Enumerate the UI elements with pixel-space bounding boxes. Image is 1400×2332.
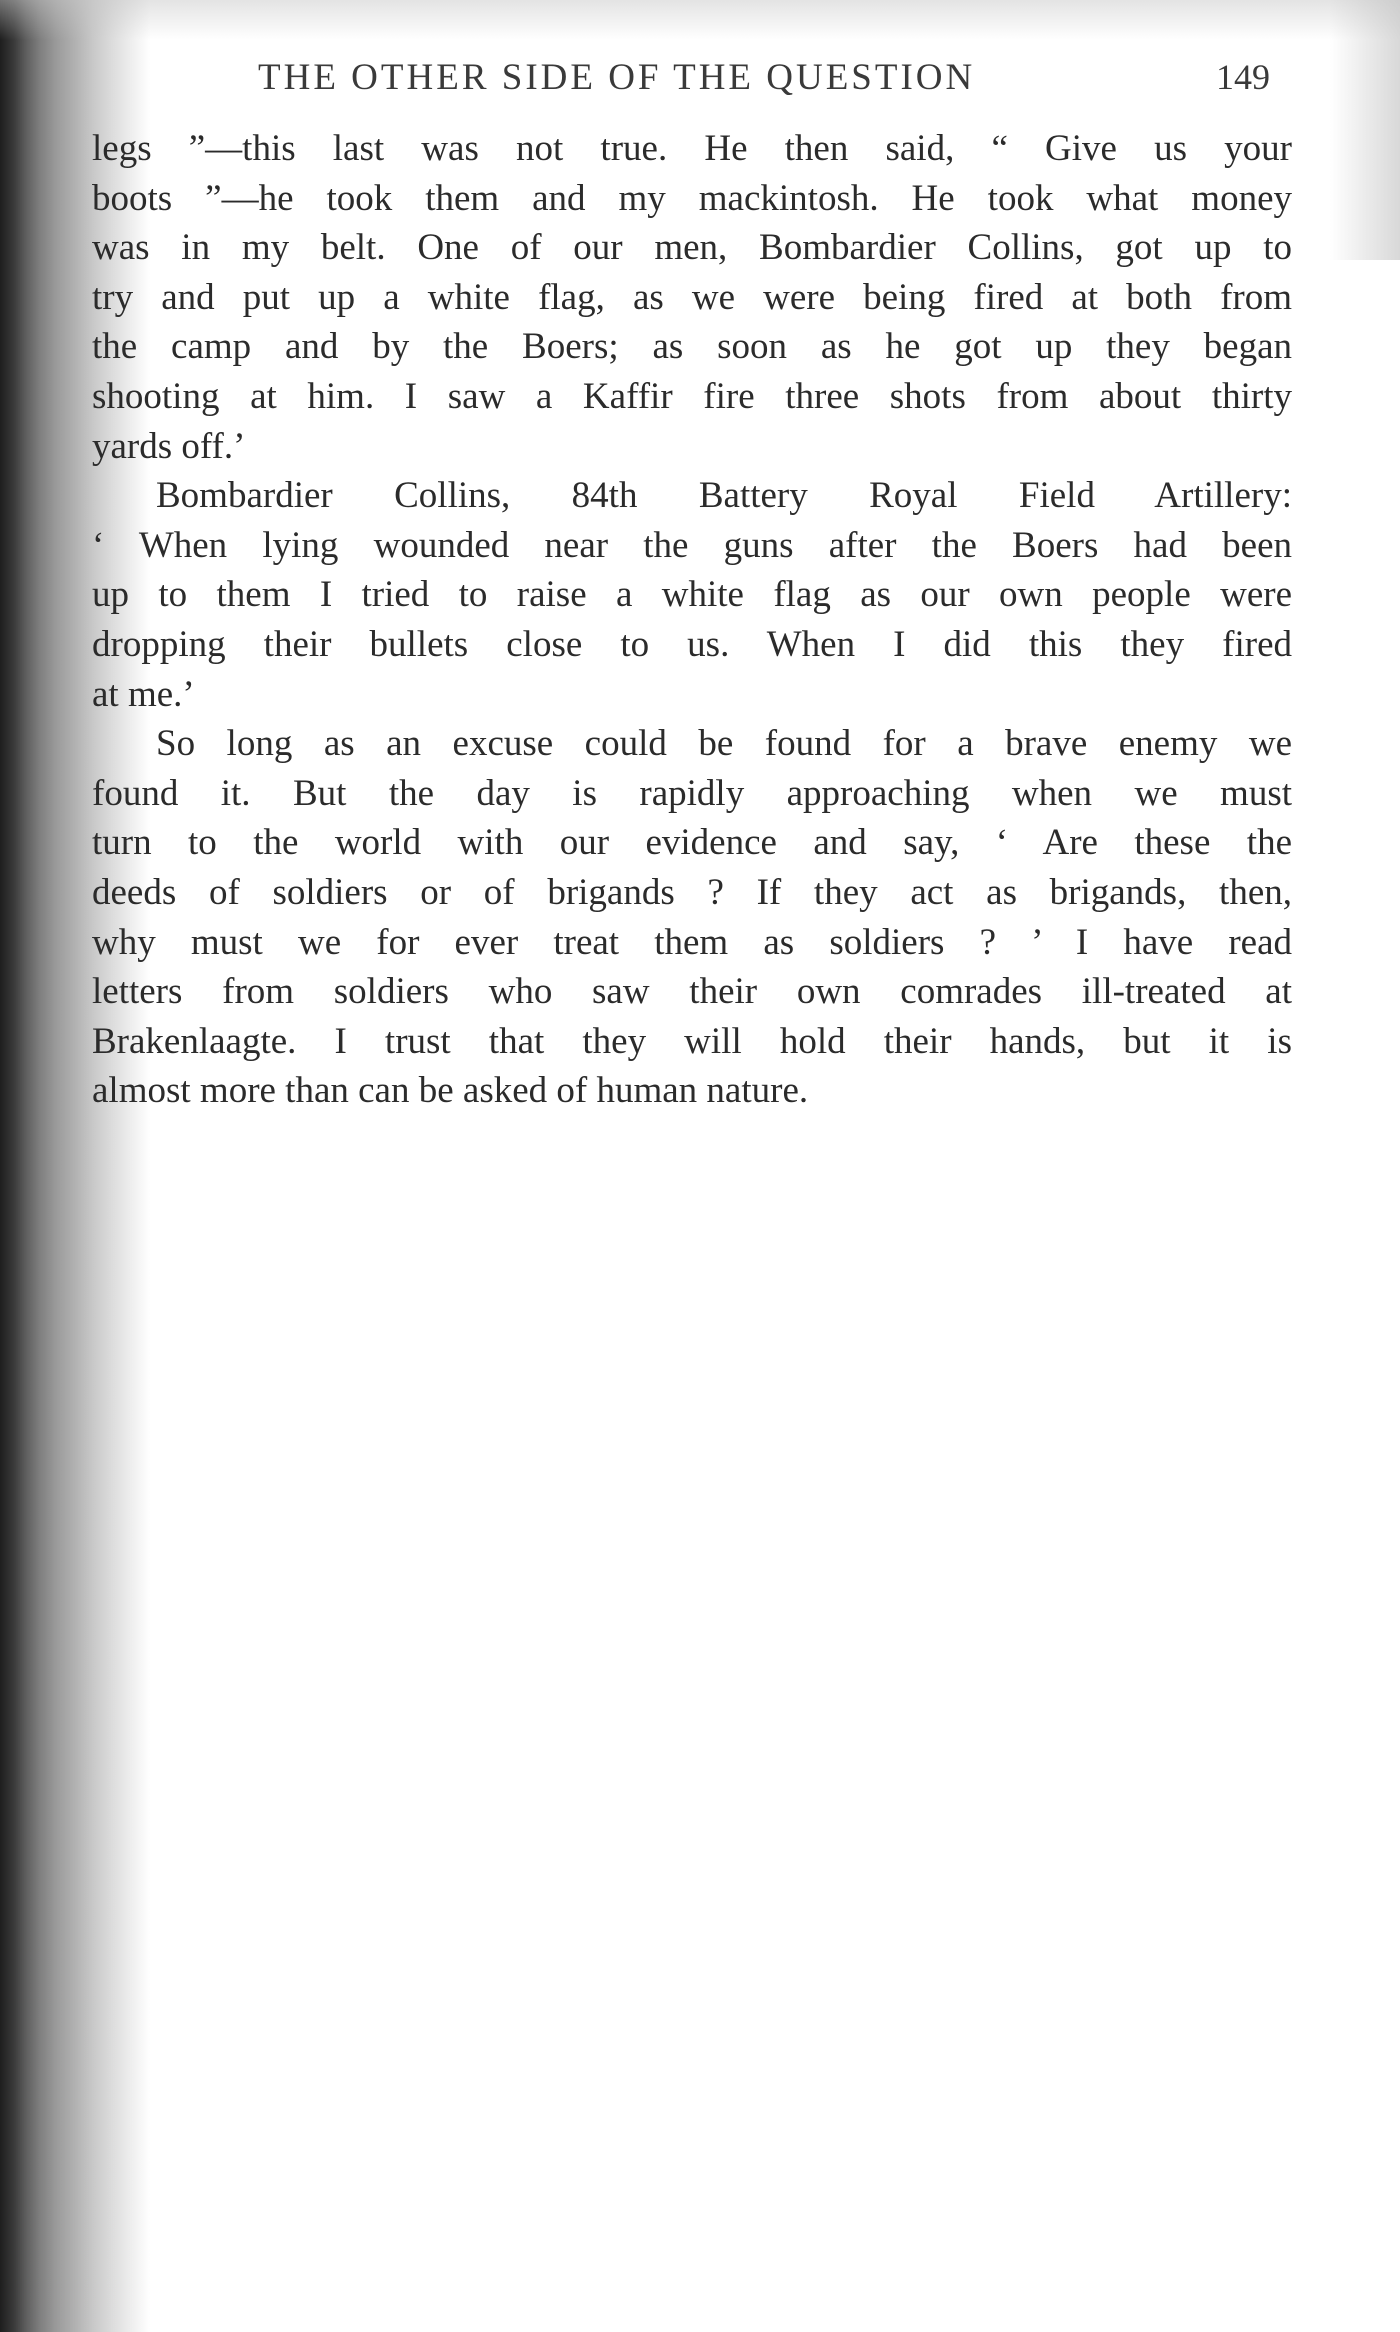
text-line: at me.’: [92, 673, 195, 715]
text-line: deeds of soldiers or of brigands ? If they act as brigands, then,: [92, 871, 1292, 913]
running-head: [92, 50, 1292, 110]
text-line: why must we for ever treat them as soldiers ? ’ I have read: [92, 921, 1292, 963]
text-line: shooting at him. I saw a Kaffir fire three shots from about thirty: [92, 375, 1292, 417]
page-number: 149: [1216, 57, 1270, 97]
scan-corner-shadow: [1330, 0, 1400, 260]
text-line: almost more than can be asked of human nature.: [92, 1070, 809, 1112]
text-line: letters from soldiers who saw their own comrades ill-treated at: [92, 971, 1292, 1013]
book-page: [92, 50, 1292, 1116]
paragraph-2: [92, 471, 1292, 719]
text-line: try and put up a white flag, as we were being fired at both from: [92, 276, 1292, 318]
text-line: turn to the world with our evidence and say, ‘ Are these the: [92, 822, 1292, 864]
text-line: Brakenlaagte. I trust that they will hold their hands, but it is: [92, 1020, 1292, 1062]
running-title: THE OTHER SIDE OF THE QUESTION: [258, 57, 976, 98]
text-line: boots ”—he took them and my mackintosh. He took what money: [92, 177, 1292, 219]
text-line: So long as an excuse could be found for a brave enemy we: [156, 723, 1292, 765]
text-line: dropping their bullets close to us. When I did this they fired: [92, 623, 1292, 665]
body-text: [92, 124, 1292, 1116]
paragraph-1: [92, 124, 1292, 471]
text-line: up to them I tried to raise a white flag as our own people were: [92, 574, 1292, 616]
scan-top-shadow: [0, 0, 1400, 40]
text-line: the camp and by the Boers; as soon as he got up they began: [92, 326, 1292, 368]
text-line: was in my belt. One of our men, Bombardier Collins, got up to: [92, 227, 1292, 269]
text-line: ‘ When lying wounded near the guns after the Boers had been: [92, 524, 1292, 566]
text-line: yards off.’: [92, 425, 246, 467]
text-line: found it. But the day is rapidly approaching when we must: [92, 772, 1292, 814]
paragraph-3: [92, 719, 1292, 1116]
text-line: legs ”—this last was not true. He then said, “ Give us your: [92, 128, 1292, 169]
text-line: Bombardier Collins, 84th Battery Royal Field Artillery:: [156, 475, 1292, 517]
